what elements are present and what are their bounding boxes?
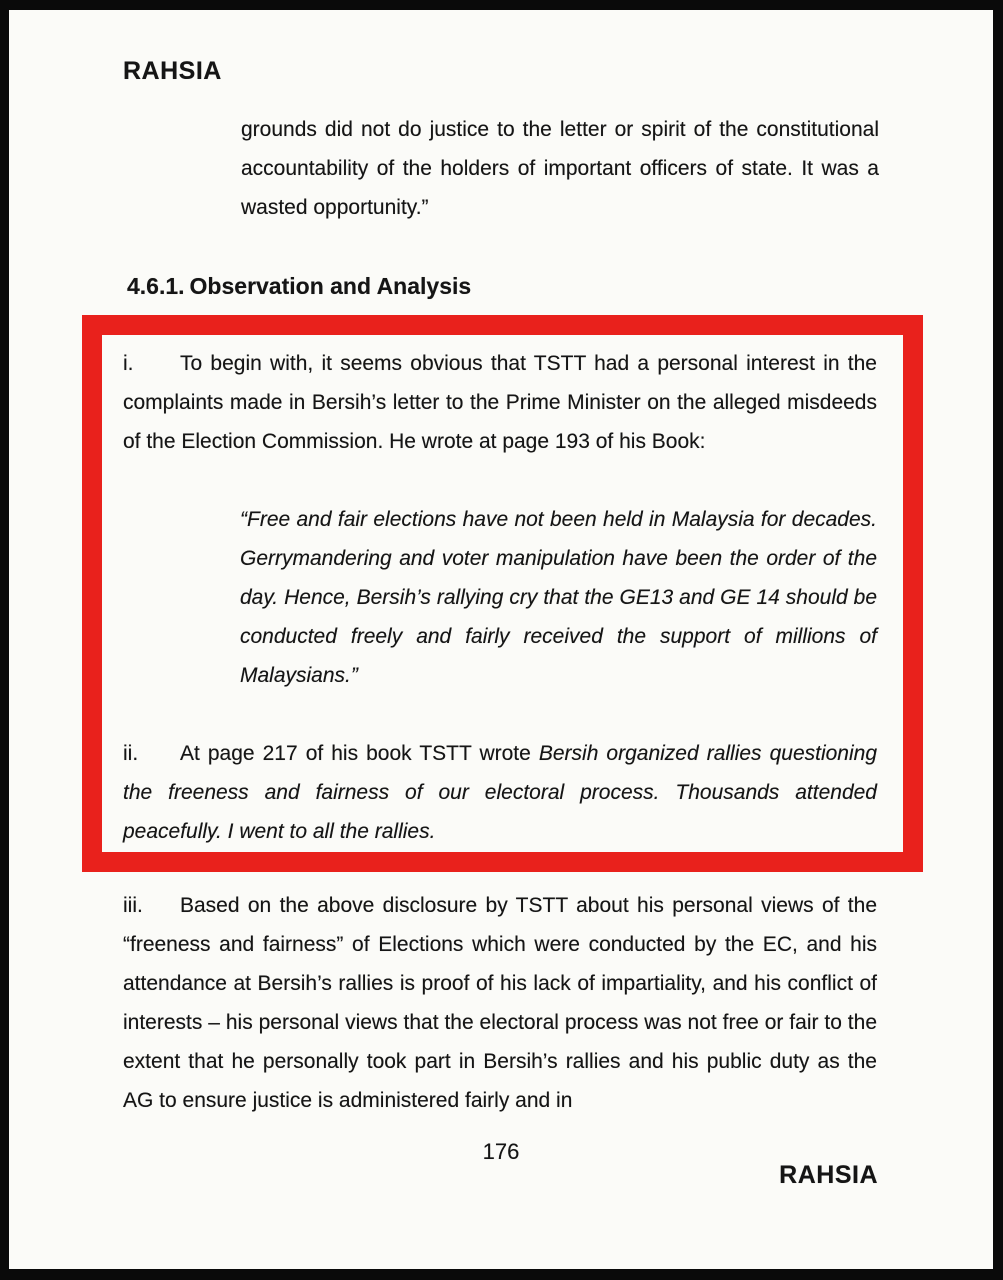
section-heading bbox=[127, 273, 471, 300]
quote-continuation-paragraph: grounds did not do justice to the letter or spirit of the constitutional accountability of the holders of important officers of state. It was a wasted opportunity.” bbox=[241, 118, 879, 219]
document-page bbox=[9, 10, 993, 1269]
classification-marking-top: RAHSIA bbox=[123, 57, 222, 85]
paragraph-iii-text: Based on the above disclosure by TSTT about his personal views of the “freeness and fairness” of Elections which were conducted by the EC, and his attendance at Bersih’s rallies is proof of his lack of impartiality, and his conflict of interests – his personal views that the electoral process was not free or fair to the extent that he personally took part in Bersih’s rallies and his public duty as the AG to ensure justice is administered fairly and in bbox=[123, 894, 877, 1112]
paragraph-ii bbox=[123, 734, 877, 851]
list-marker-iii: iii. bbox=[123, 894, 143, 917]
paragraph-iii bbox=[123, 886, 877, 1120]
paragraph-i bbox=[123, 344, 877, 461]
book-quote-paragraph: “Free and fair elections have not been held in Malaysia for decades. Gerrymandering and voter manipulation have been the order of the day. Hence, Bersih’s rallying cry that the GE13 and GE 14 should be conducted freely and fairly received the support of millions of Malaysians.” bbox=[240, 508, 877, 687]
red-highlight-box bbox=[82, 315, 923, 872]
list-marker-ii: ii. bbox=[123, 742, 139, 765]
paragraph-i-text: To begin with, it seems obvious that TSTT had a personal interest in the complaints made in Bersih’s letter to the Prime Minister on the alleged misdeeds of the Election Commission. He wrote at page 193 of his Book: bbox=[123, 352, 877, 453]
paragraph-ii-lead: At page 217 of his book TSTT wrote bbox=[180, 742, 531, 765]
paragraph-ii-quote: Bersih organized rallies questioning the freeness and fairness of our electoral process. Thousands attended peacefully. I went to all the rallies. bbox=[123, 742, 878, 843]
page-number: 176 bbox=[482, 1139, 520, 1164]
section-number: 4.6.1. bbox=[127, 273, 185, 299]
list-marker-i: i. bbox=[123, 352, 134, 375]
classification-marking-bottom: RAHSIA bbox=[779, 1161, 878, 1189]
section-title: Observation and Analysis bbox=[189, 273, 472, 299]
